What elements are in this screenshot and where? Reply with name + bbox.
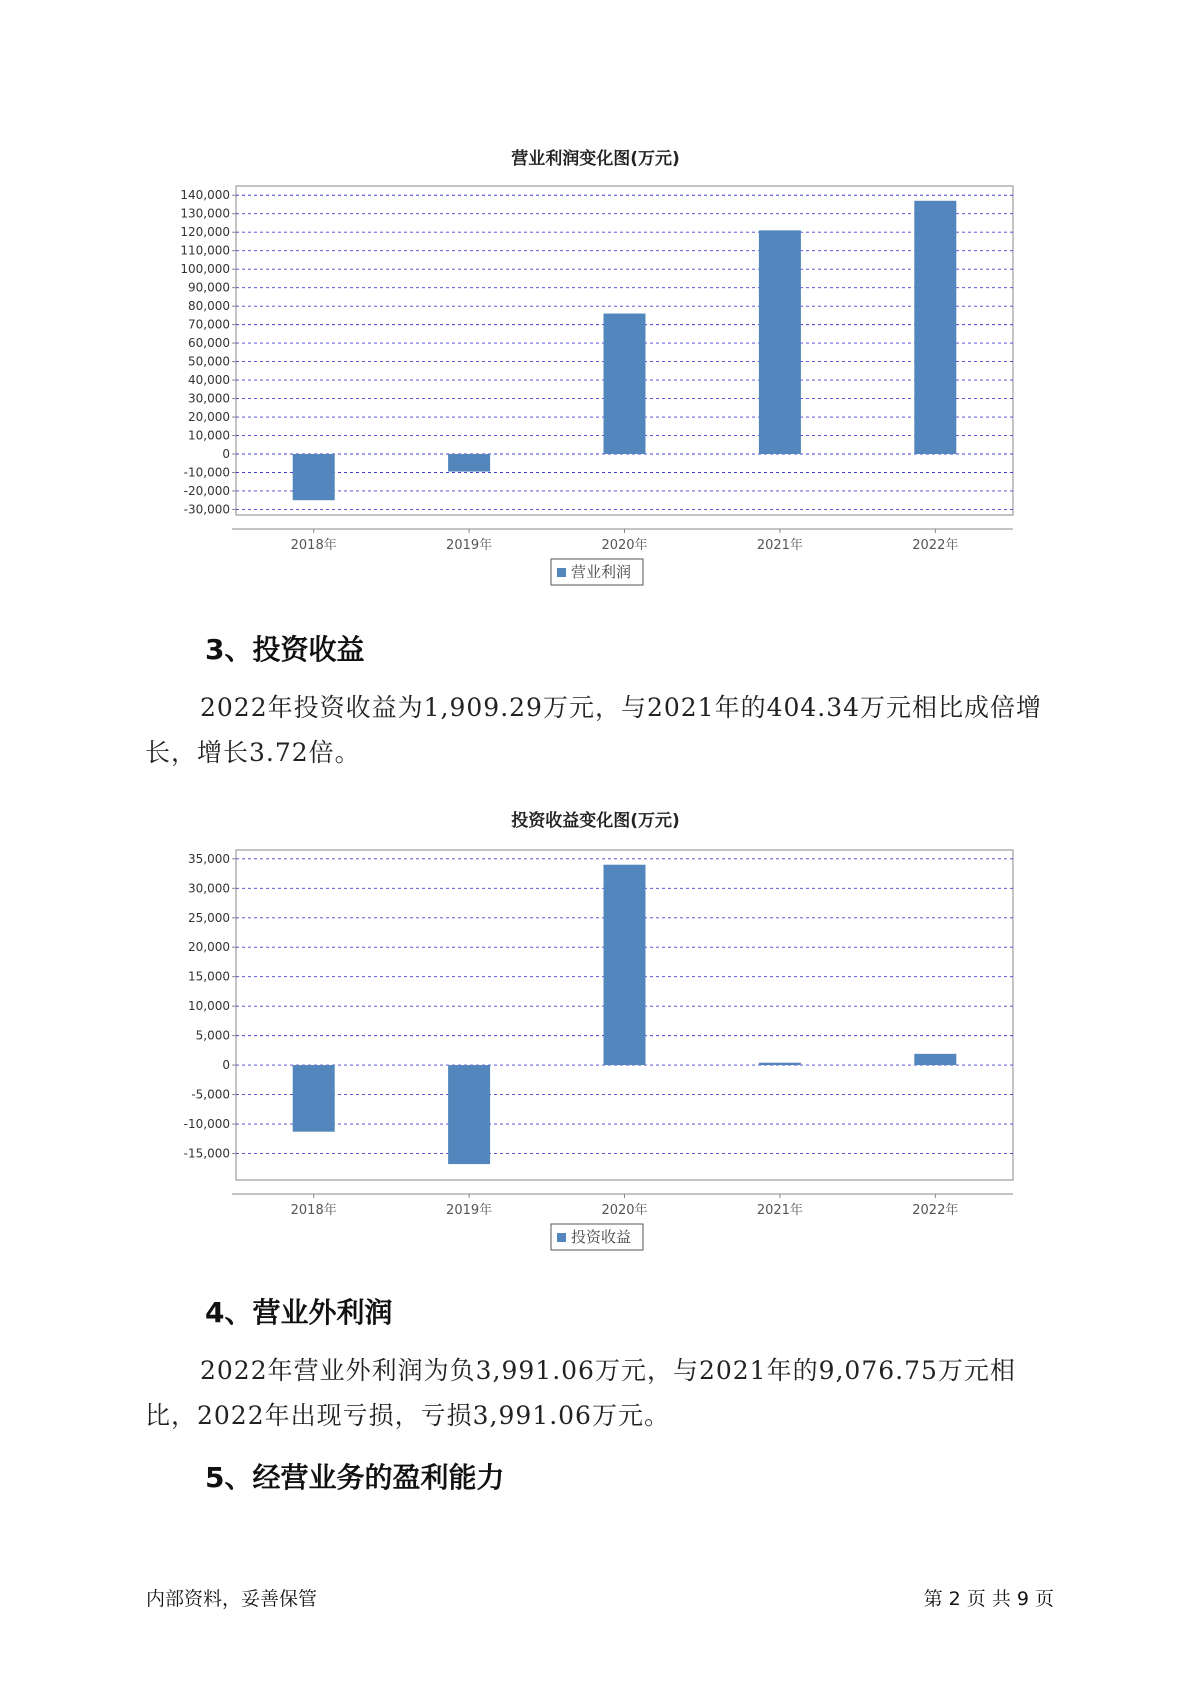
- x-tick-label: 2019年: [446, 538, 493, 553]
- x-tick-label: 2020年: [601, 1203, 648, 1218]
- x-tick-label: 2022年: [912, 538, 959, 553]
- section-heading: 4、营业外利润: [205, 1296, 393, 1329]
- y-tick-label: 130,000: [180, 206, 230, 221]
- y-tick-label: -30,000: [183, 502, 230, 517]
- x-tick-label: 2018年: [290, 1203, 337, 1218]
- y-tick-label: 40,000: [188, 373, 230, 388]
- bar: [293, 1065, 335, 1132]
- y-tick-label: 140,000: [180, 188, 230, 203]
- y-tick-label: 120,000: [180, 225, 230, 240]
- investment-income-chart: [0, 840, 1191, 1260]
- y-tick-label: 30,000: [188, 391, 230, 406]
- x-tick-label: 2022年: [912, 1203, 959, 1218]
- y-tick-label: 110,000: [180, 243, 230, 258]
- y-tick-label: 30,000: [188, 881, 230, 896]
- chart-title: 营业利润变化图(万元): [511, 149, 680, 169]
- section-heading: 5、经营业务的盈利能力: [205, 1461, 505, 1494]
- y-tick-label: 80,000: [188, 299, 230, 314]
- legend-label: 营业利润: [571, 563, 632, 581]
- y-tick-label: 25,000: [188, 910, 230, 925]
- y-tick-label: 35,000: [188, 851, 230, 866]
- y-tick-label: 50,000: [188, 354, 230, 369]
- y-tick-label: 10,000: [188, 428, 230, 443]
- bar: [914, 201, 956, 454]
- y-tick-label: 15,000: [188, 969, 230, 984]
- y-tick-label: -10,000: [183, 465, 230, 480]
- y-tick-label: -20,000: [183, 483, 230, 498]
- y-tick-label: 60,000: [188, 336, 230, 351]
- y-tick-label: 0: [222, 1058, 230, 1073]
- x-tick-label: 2019年: [446, 1203, 493, 1218]
- x-tick-label: 2020年: [601, 538, 648, 553]
- y-tick-label: -5,000: [191, 1087, 230, 1102]
- y-tick-label: 10,000: [188, 999, 230, 1014]
- x-tick-label: 2021年: [756, 1203, 803, 1218]
- legend-swatch: [557, 1233, 566, 1242]
- x-tick-label: 2018年: [290, 538, 337, 553]
- legend-label: 投资收益: [571, 1228, 632, 1246]
- y-tick-label: 70,000: [188, 317, 230, 332]
- bar: [604, 865, 646, 1065]
- section-paragraph: 2022年营业外利润为负3,991.06万元，与2021年的9,076.75万元相比，2022年出现亏损，亏损3,991.06万元。: [145, 1356, 1016, 1430]
- chart-title: 投资收益变化图(万元): [511, 811, 680, 831]
- y-tick-label: -15,000: [183, 1146, 230, 1161]
- y-tick-label: 100,000: [180, 262, 230, 277]
- y-tick-label: 20,000: [188, 940, 230, 955]
- bar: [759, 1063, 801, 1065]
- y-tick-label: 20,000: [188, 410, 230, 425]
- footer-note: 内部资料，妥善保管: [146, 1588, 318, 1610]
- page-number: 第 2 页 共 9 页: [923, 1588, 1054, 1610]
- bar: [448, 1065, 490, 1164]
- operating-profit-chart: [0, 175, 1191, 595]
- bar: [448, 454, 490, 472]
- bar: [759, 230, 801, 454]
- section-paragraph: 2022年投资收益为1,909.29万元，与2021年的404.34万元相比成倍增长，增长3.72倍。: [145, 693, 1043, 767]
- y-tick-label: -10,000: [183, 1117, 230, 1132]
- bar: [604, 314, 646, 454]
- x-tick-label: 2021年: [756, 538, 803, 553]
- legend-swatch: [557, 568, 566, 577]
- y-tick-label: 90,000: [188, 280, 230, 295]
- bar: [293, 454, 335, 500]
- y-tick-label: 0: [222, 447, 230, 462]
- bar: [914, 1054, 956, 1065]
- section-heading: 3、投资收益: [205, 633, 365, 666]
- y-tick-label: 5,000: [195, 1028, 230, 1043]
